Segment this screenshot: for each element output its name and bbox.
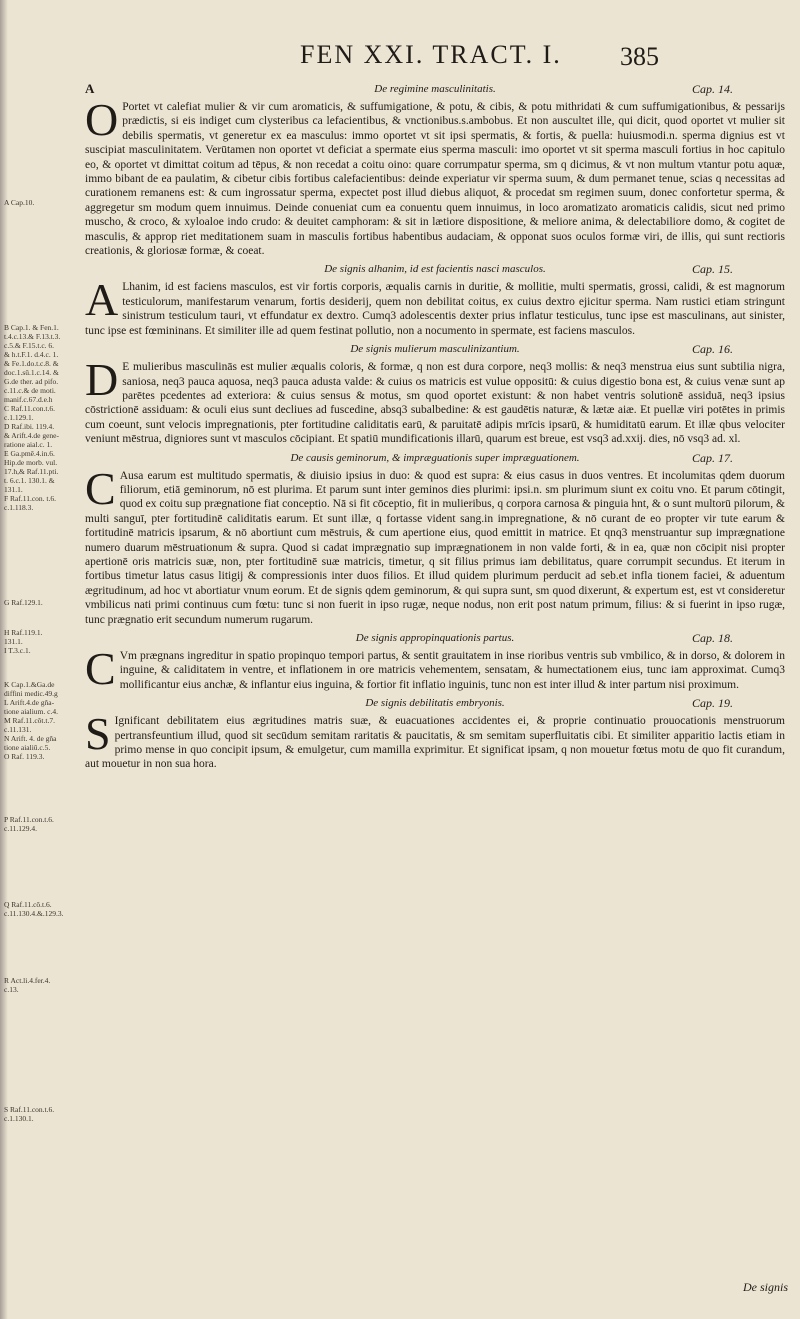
chapter-title: De signis appropinquationis partus. [355, 632, 515, 644]
chapter-heading [85, 694, 785, 714]
chapter-number: Cap. 14. [691, 82, 733, 96]
drop-cap: A [85, 274, 119, 326]
chapter-16 [85, 340, 785, 446]
margin-note: B Cap.1. & Fen.1. t.4.c.13.& F.13.t.3. c.5.& F.15.t.c. 6. & h.t.F.1. d.4.c. 1. & Fe.1.do.t.c.8. & doc.1.sū.1.c.14. & G.de ther. ad pifo. c.11.c.& de moti. manif.c.67.d.e.h C Raf.11.con.t.6. c.1.129.1. D Raf.ibi. 119.4. & Arift.4.de gene- ratione aial.c. 1. E Ga.pmē.4.in.6. Hip.de morb. vul. 17.h,& Raf.11.pti. t. 6.c.1. 130.1. & 131.1. F Raf.11.con. t.6. c.1.118.3. [4, 323, 61, 512]
page-number: 385 [620, 42, 659, 71]
margin-note: S Raf.11.con.t.6. c.1.130.1. [4, 1105, 55, 1123]
drop-cap: C [85, 462, 116, 514]
chapter-paragraph [85, 94, 785, 258]
chapter-number: Cap. 18. [691, 631, 733, 645]
chapter-number: Cap. 16. [691, 342, 733, 357]
drop-cap: D [85, 354, 119, 406]
paragraph-text: Lhanim, id est faciens masculos, est vir fortis corporis, æqualis carnis in duritie, & mollitie, multi spermatis, grossi, calidi, & est magnorum testiculorum, manifestarum venarum, fortis desiderij, quem non debilitat coitus, ex cuius dextro ejicitur sperma. Nam rustici etiam stringunt sinistrum testiculum tauri, vt effundatur ex dextro. Cumq3 adolescentis dexter prius inflatur testiculus, tunc ipse est masculinans, aut sinister, tunc ipse est fœmininans. Et similiter ille ad quem festinat pollutio, non a nocumento in spermate, est faciens masculos. [85, 281, 785, 337]
chapter-number: Cap. 15. [691, 262, 733, 277]
margin-note: R Act.li.4.fer.4. c.13. [4, 976, 51, 994]
paragraph-text: Ignificant debilitatem eius ægritudines matris suæ, & euacuationes accidentes ei, & proprie continuatio prouocationis menstruorum pertransfeuntium illud, quod sit secūdum semitam raritatis & paucitatis, & sm semitam superfluitatis cibi. Et similiter apparitio lactis etiam in primo mense in quo concipit ipsum, & emulgetur, cum mamilla exprimitur. Et significat ipsam, q non mouetur fœtus motu de quo fit curandum, aut mouetur in non sua hora. [85, 715, 785, 771]
catchword: De signis [743, 1280, 788, 1294]
chapter-number: Cap. 19. [691, 696, 733, 711]
drop-cap: C [85, 643, 116, 694]
main-text [85, 80, 785, 1280]
chapter-heading [85, 80, 785, 100]
chapter-17 [85, 449, 785, 627]
paragraph-text: Vm prægnans ingreditur in spatio propinquo tempori partus, & sentit grauitatem in inse rioribus ventris sub vmbilico, & in dorso, & dolorem in inguine, & caliditatem in ventre, et inflationem in ore matricis vehementem, sensatam, & humectationem eius, tunc iam approximat. Cumq3 mollificantur eius anchæ, & inflantur eius inguina, & fortior fit inflatio inguinis, tunc non est inter illud & inter partum nisi proximum. [119, 650, 785, 691]
chapter-paragraph [85, 708, 785, 772]
chapter-heading [85, 340, 785, 360]
chapter-paragraph [85, 274, 785, 338]
chapter-title: De signis alhanim, id est facientis nasci masculos. [324, 263, 546, 276]
chapter-18 [85, 629, 785, 692]
chapter-14 [85, 80, 785, 258]
chapter-title: De regimine masculinitatis. [374, 83, 496, 95]
margin-note: H Raf.119.1. 131.1. I T.3.c.1. [4, 628, 43, 655]
margin-note: A Cap.10. [4, 198, 35, 207]
paragraph-text: E mulieribus masculinās est mulier æqualis coloris, & formæ, q non est dura corpore, neq3 mollis: & neq3 menstrua eius sunt subtilia nigra, saniosa, neq3 pauca aquosa, neq3 pauca adusta valde: & cuius os matricis est vulue oppositū: & cuius digestio bona est, & cuius venæ sunt ap parētes pcedentes ad exteriora: & cuius sensus & motus, sm quod oportet existunt: & non habet ventris solutionē assiduā, neq3 ipsius cōstrictionē assiduam: & oculi eius sunt decliues ad fuscedine, absq3 subalbedine: & est gaudētis naturæ, & lætæ aiæ. Et puellæ viri potētes in primis cum coeunt, sunt velocis impregnationis, pter fortitudine caliditatis earū, & paruitatē adipis mrīcis ipsarū, & humiditatū earum. Et illæ qbus velociter veniunt mēstrua, digniores sunt vt masculos cōcipiant. Et spatiū mundificationis illarū, quarum est breue, est vsq3 ad.xxij. dies, nō vsq3 ad. xl. [85, 361, 785, 446]
drop-cap: O [85, 94, 119, 145]
chapter-paragraph [85, 354, 785, 446]
margin-note: G Raf.129.1. [4, 598, 43, 607]
chapter-paragraph [85, 462, 785, 627]
paragraph-text: Portet vt calefiat mulier & vir cum aromaticis, & suffumigatione, & potu, & cibis, & potu mithridati & cum suffumigationibus, & pessarijs prædictis, si eis indiget cum clysteribus ca lefacientibus, & vnctionibus.s.ambobus. Et non auscultet ille, qui dicit, quod oportet vt mulier sit debilis spermatis, vt generetur ex ea masculus: immo oportet vt sit ipsi spermatis, & fortis, & puella: huiusmodi.n. sperma dignius est vt suscipiat masculinitatem. Verūtamen non oportet vt deficiat a spermate eius sperma masculi: imo oportet vt sit sperma masculi fortius in hoc capitulo eo, & oportet vt dimittat coitum ad tēpus, & non recedat a coitu oino: quare corrumpatur sperma, sm q dicimus, & vt non multum vtantur potu aquæ, immo bibant de ea paulatim, & cibetur cibis fortibus calefacientibus: deinde experiatur vir sperma suum, & dum permanet tenue, scias q necessitas ad curationem remanens est: & cum ingrossatur sperma, expectet post illud diebus aliquot, & procedat sm regimen suum, donec confortetur sperma, & aggregetur sm modum quem innuimus. Deinde conueniat cum ea conuentu quem innuimus, in loco aromatizato aromaticis calidis, sicut ned primo muscho, & croco, & xyloaloe indo crudo: & deuitet camphoram: & sit in lætiore dispositione, & meliore anima, & delectabiliore domo, & cogitet de masculis, & approp riet meditationem suam in masculis fortibus habentibus audaciam, & opponat suos oculos formæ viri, de illis, qui sunt rectioris creationis, & gloriosæ formæ, & coeat. [85, 101, 785, 258]
chapter-19 [85, 694, 785, 772]
section-letter: A [85, 81, 95, 96]
chapter-title: De signis mulierum masculinizantium. [350, 343, 520, 356]
drop-cap: S [85, 708, 111, 760]
page-header [0, 40, 800, 78]
margin-notes [4, 80, 70, 1280]
chapter-heading [85, 629, 785, 649]
running-head: FEN XXI. TRACT. I. [300, 40, 562, 69]
chapter-number: Cap. 17. [691, 450, 733, 465]
margin-note: P Raf.11.con.t.6. c.11.129.4. [4, 815, 54, 833]
chapter-heading [85, 260, 785, 280]
chapter-title: De signis debilitatis embryonis. [365, 697, 505, 710]
chapter-paragraph [85, 643, 785, 694]
paragraph-text: Ausa earum est multitudo spermatis, & diuisio ipsius in duo: & quod est supra: & eius casus in duos ventres. Et incolumitas qdem duorum filiorum, etiā geminorum, nō est plurima. Et parum sunt inter geminos dies plurimi: ipsi.n. sm plurimum siunt ex coitu vno. Et parum cōtingit, quod ex coitu sup prægnatione fiat conceptio. Nā si fit cōceptio, fit in mulieribus, q corpora carnosa & pinguia hnt, & o sunt multorū pilorum, & multi sanguī, pter fortitudinē caliditatis earum. Et sunt illæ, q fortasse vident sang.in impregnatione, & nō curant de eo propter vir tute earum & fortitudinē matricis ipsarum, & nō abortiunt cum mēstruis, & cum apertione eius, quod emittit in matrice. Et qnq3 menstruantur sup imprægnatione numero duarum mēstruationum & supra. Quod si cadat imprægnatio sup imprægnationem in non valde forti, & in ea, quæ non cōcipit nisi propter apertionē oris matricis suæ, non, pter fortitudinē suæ matricis, timetur, q sit filius primus iam debilitatus, quare corrumpit secundus. Et iterum in fortibus timetur latus casus litigij & compressionis inter duos filios. Et illud quidem plurimum perducit ad seb.et infla tionem faciei, & aduentum ægritudinum, ad hoc vt abortiatur vnum eorum. Et de signis qdem geminorum, & qui supra sunt, sm quod dixerunt, & expertum est, est vt consideretur vmbilicus nati primi continuus cum fœtu: tunc si non fuerit in ipso rugæ, neque nodus, non erit post natum primum, filius: & si fuerint in ipso rugæ, tunc prægnatio erit secundum numerum rugarum. [85, 469, 785, 626]
chapter-title: De causis geminorum, & impræguationis super impræguationem. [290, 451, 580, 464]
margin-note: Q Raf.11.cō.t.6. c.11.130.4.&.129.3. [4, 900, 64, 918]
margin-note: K Cap.1.&Ga.de diffini medic.49.g L Arift.4.de gña- tione aialium. c.4. M Raf.11.cōt.t.7. c.11.131. N Arift. 4. de gña tione aialiū.c.5. O Raf. 119.3. [4, 680, 58, 761]
chapter-heading [85, 449, 785, 469]
chapter-15 [85, 260, 785, 338]
